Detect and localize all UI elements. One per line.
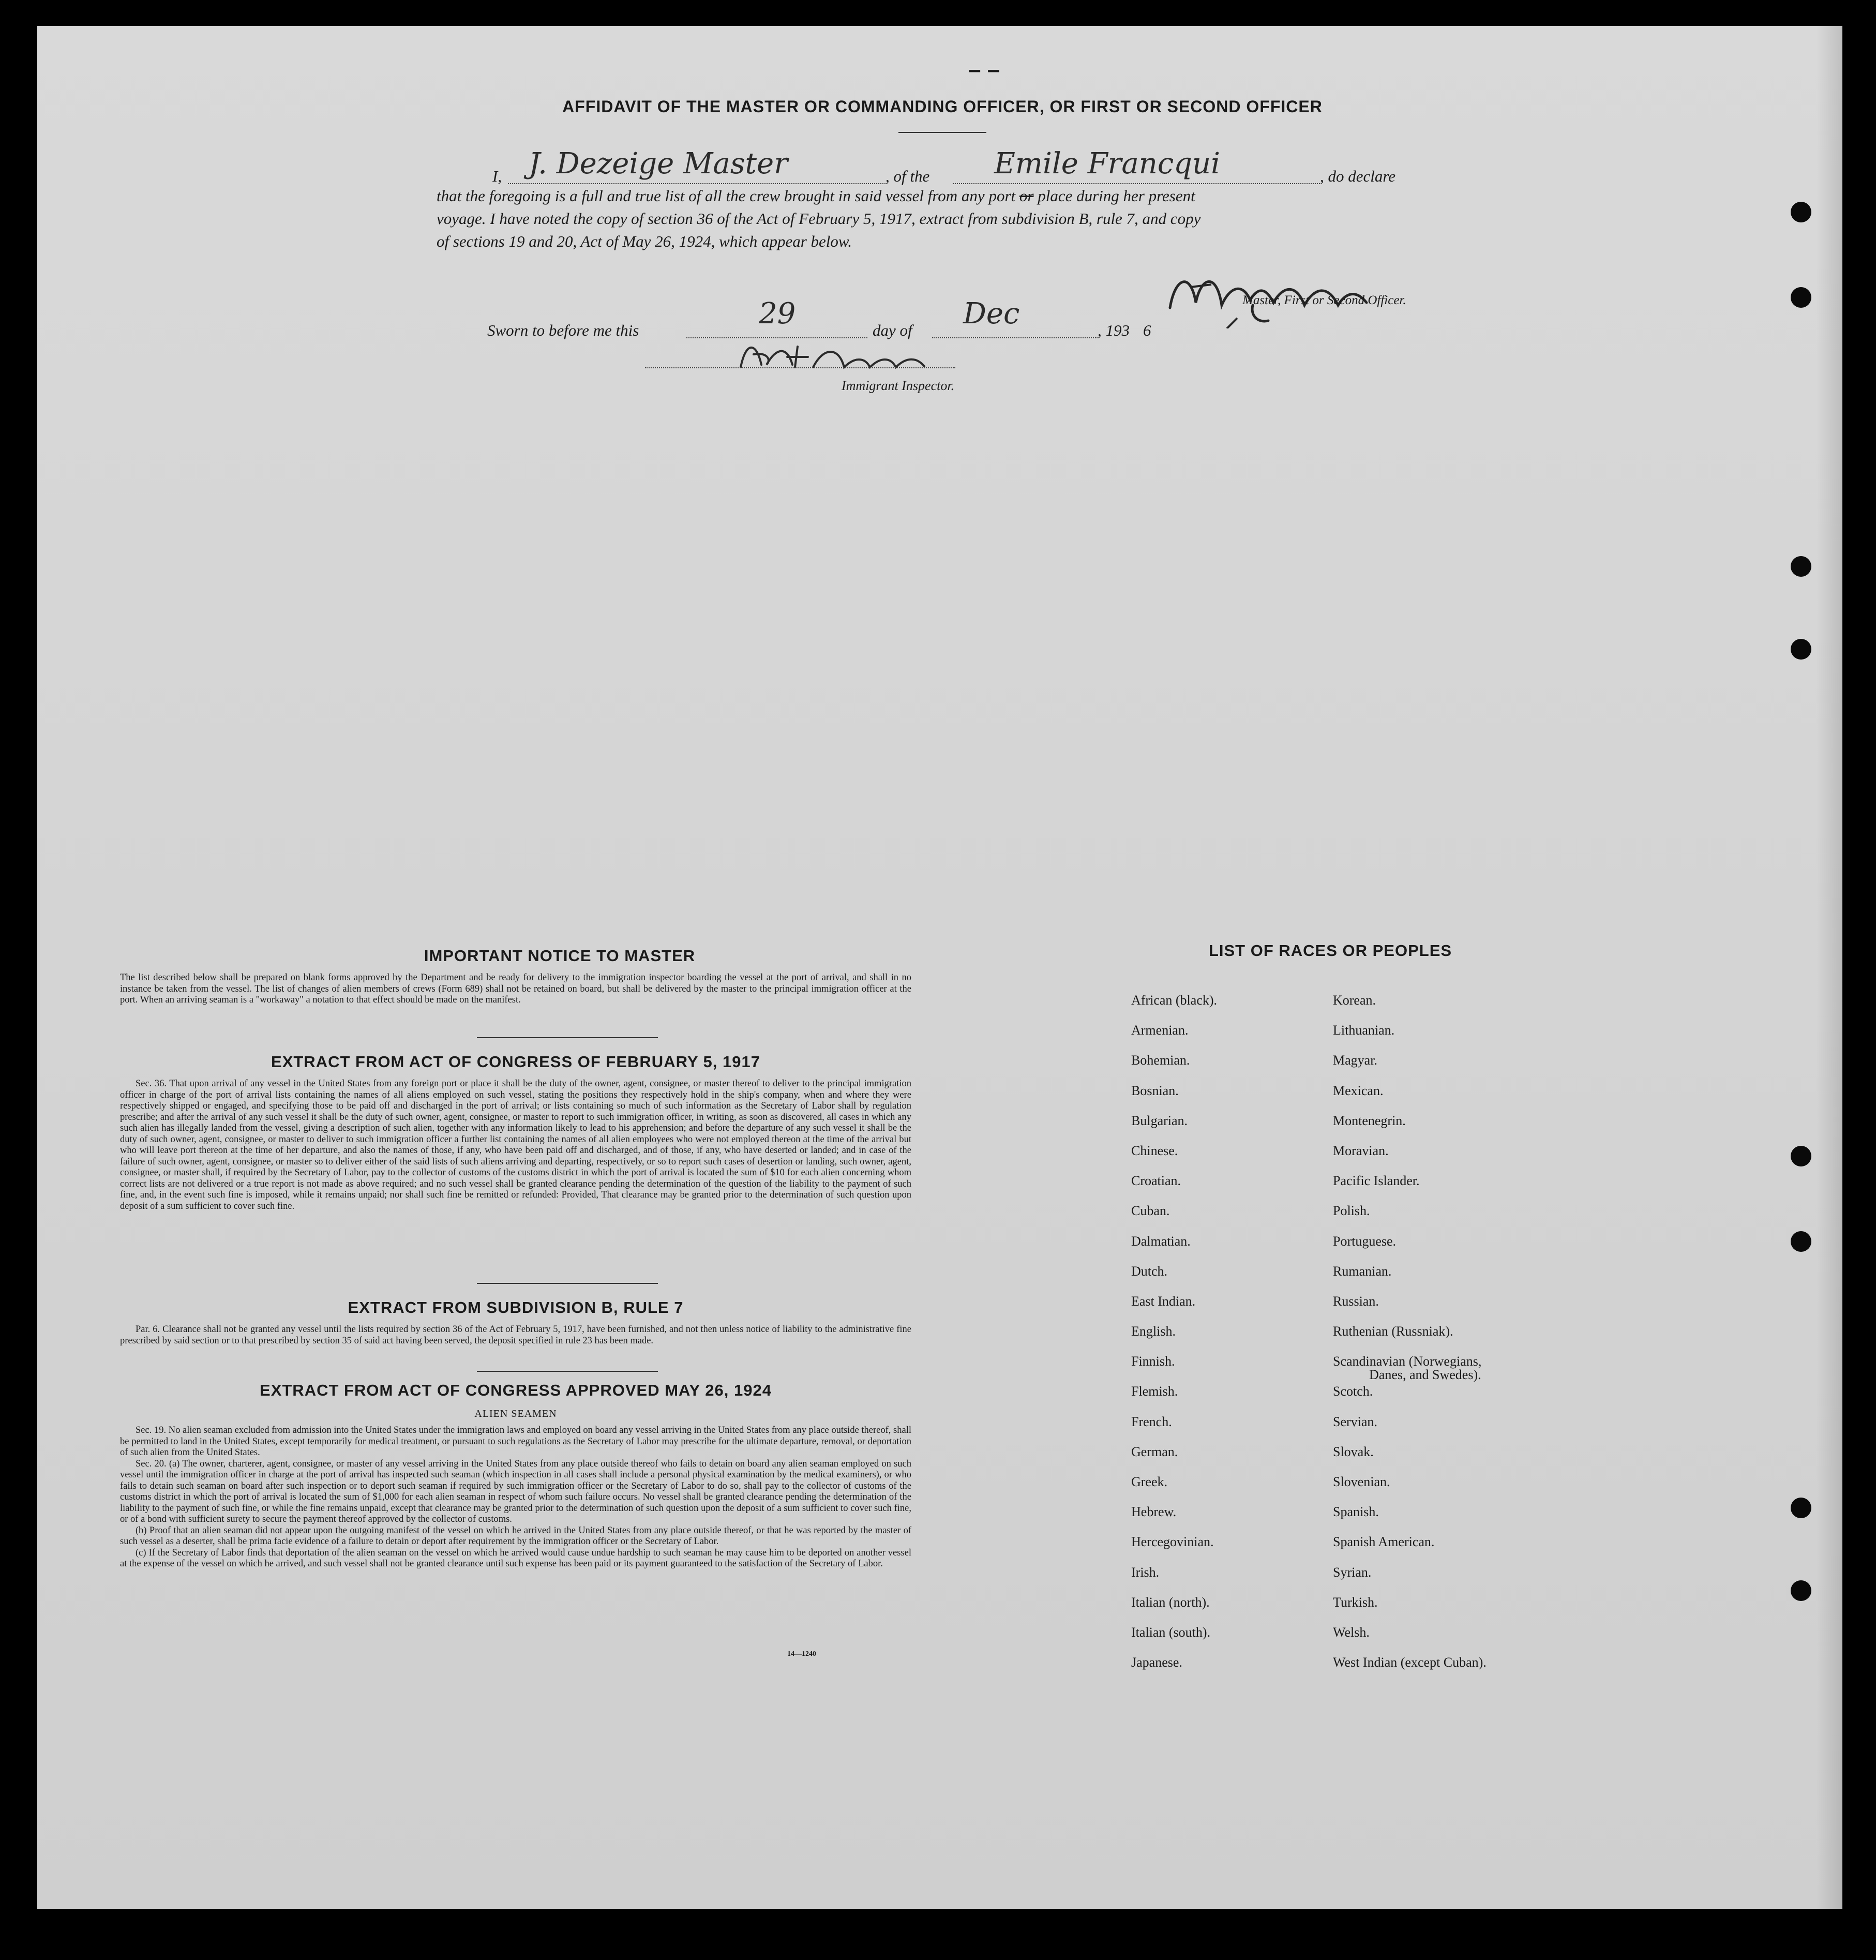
inspector-title: Immigrant Inspector. bbox=[842, 378, 955, 393]
header-dash: – – bbox=[968, 57, 1000, 82]
affidavit-i: I, bbox=[492, 167, 502, 185]
race-item: Croatian. bbox=[1131, 1173, 1181, 1189]
notice-body: The list described below shall be prepared on blank forms approved by the Department and be ready for delivery to the immigration inspector boarding the vessel at the port of arrival, and shall in no instance be taken from the vessel. The list of changes of alien members of crews (Form 689) shall not be retained on board, but shall be delivered by the master to the principal immigration officer at the port. When an arriving seaman is a "workaway" a notation to that effect should be made on the manifest. bbox=[120, 972, 911, 1005]
race-item: Hebrew. bbox=[1131, 1504, 1177, 1520]
year-prefix: , 193 bbox=[1098, 321, 1130, 339]
day-of: day of bbox=[873, 321, 912, 339]
sec-19: Sec. 19. No alien seaman excluded from admission into the United States under the immigration laws and employed on board any vessel arriving in the United States from any place outside thereof, shall be permitted to land in the United States, except temporarily for medical treatment, or pursuant to such regulations as the Secretary of Labor may prescribe for the ultimate departure, removal, or deportation of such alien from the United States. bbox=[120, 1425, 911, 1458]
inspector-line bbox=[645, 367, 955, 368]
race-item: Portuguese. bbox=[1333, 1233, 1397, 1249]
race-item: West Indian (except Cuban). bbox=[1333, 1655, 1487, 1670]
races-left-column bbox=[1131, 985, 1217, 1678]
race-item: African (black). bbox=[1131, 993, 1218, 1008]
notice-title: IMPORTANT NOTICE TO MASTER bbox=[424, 947, 696, 965]
race-item: Finnish. bbox=[1131, 1354, 1175, 1369]
race-item bbox=[1333, 1346, 1487, 1383]
race-item: Slovenian. bbox=[1333, 1474, 1390, 1489]
race-item: Welsh. bbox=[1333, 1624, 1370, 1640]
punch-hole bbox=[1791, 1498, 1811, 1518]
race-item: Bohemian. bbox=[1131, 1053, 1190, 1068]
race-item: Irish. bbox=[1131, 1564, 1160, 1580]
race-item: Polish. bbox=[1333, 1203, 1370, 1219]
document-page bbox=[37, 26, 1842, 1909]
race-item: Servian. bbox=[1333, 1414, 1377, 1429]
affidavit-do-declare: , do declare bbox=[1320, 167, 1396, 185]
race-item: Pacific Islander. bbox=[1333, 1173, 1420, 1189]
affidavit-text: full and true list of all the crew brought in said vessel from any port bbox=[577, 187, 1019, 205]
race-item: Rumanian. bbox=[1333, 1263, 1392, 1279]
race-item: Armenian. bbox=[1131, 1023, 1189, 1038]
master-name-handwritten: J. Dezeige Master bbox=[529, 147, 788, 181]
race-item: Magyar. bbox=[1333, 1053, 1377, 1068]
affidavit-line-3: voyage. I have noted the copy of section 36 of the Act of February 5, 1917, extract from subdivision B, rule 7, and copy bbox=[437, 210, 1201, 228]
races-right-column bbox=[1333, 985, 1487, 1678]
race-item: Mexican. bbox=[1333, 1083, 1384, 1098]
rule-7-rule bbox=[477, 1371, 658, 1372]
sec-20a: Sec. 20. (a) The owner, charterer, agent, consignee, or master of any vessel arriving in the United States from any place outside thereof who fails to detain on board any alien seaman employed on such vessel until the immigration officer in charge at the port of arrival has inspected such seaman (which inspection in all cases shall include a personal physical examination by the medical examiners), or who fails to detain such seaman on board after such inspection or to deport such seaman if required by such immigration officer or the Secretary of Labor to do so, shall pay to the collector of customs of the customs district in which the port of arrival is located the sum of $1,000 for each alien seaman in respect of whom such failure occurs. No vessel shall be granted clearance pending the determination of the liability to the payment of such fine, or while the fine remains unpaid, except that clearance may be granted prior to the determination of such question upon the deposit of a sum sufficient to cover such fine, or of a bond with sufficient surety to secure the payment thereof approved by the collector of customs. bbox=[120, 1458, 911, 1524]
race-item: Turkish. bbox=[1333, 1594, 1378, 1610]
sworn-prefix: Sworn to before me this bbox=[487, 321, 639, 339]
race-item: Japanese. bbox=[1131, 1655, 1182, 1670]
race-item: Russian. bbox=[1333, 1293, 1379, 1309]
race-item: Montenegrin. bbox=[1333, 1113, 1406, 1128]
race-item: German. bbox=[1131, 1444, 1178, 1459]
affidavit-line-2 bbox=[437, 185, 1419, 207]
race-item: Moravian. bbox=[1333, 1143, 1389, 1158]
extract-1917-rule bbox=[477, 1283, 658, 1284]
affidavit-title: AFFIDAVIT OF THE MASTER OR COMMANDING OFFICER, OR FIRST OR SECOND OFFICER bbox=[562, 97, 1323, 116]
rule-7-body: Par. 6. Clearance shall not be granted any vessel until the lists required by section 36 of the Act of February 5, 1917, have been furnished, and not then unless notice of liability to the administrative fine prescribed by said section or to that prescribed by section 35 of said act having been served, the deposit specified in rule 23 has been made. bbox=[120, 1324, 911, 1346]
race-item: Syrian. bbox=[1333, 1564, 1372, 1580]
race-item-line1: Scandinavian (Norwegians, bbox=[1333, 1354, 1482, 1369]
race-item: Greek. bbox=[1131, 1474, 1168, 1489]
punch-hole bbox=[1791, 287, 1811, 308]
extract-1924-subtitle: ALIEN SEAMEN bbox=[474, 1408, 557, 1419]
race-item: Dutch. bbox=[1131, 1263, 1168, 1279]
race-item: Bulgarian. bbox=[1131, 1113, 1188, 1128]
affidavit-of-the: , of the bbox=[886, 167, 930, 185]
affidavit-text: or bbox=[1019, 187, 1034, 205]
race-item: Bosnian. bbox=[1131, 1083, 1179, 1098]
extract-1924-title: EXTRACT FROM ACT OF CONGRESS APPROVED MAY 26, 1924 bbox=[260, 1381, 772, 1399]
punch-hole bbox=[1791, 639, 1811, 660]
race-item: Scotch. bbox=[1333, 1384, 1373, 1399]
race-item: Spanish. bbox=[1333, 1504, 1379, 1520]
races-title: LIST OF RACES OR PEOPLES bbox=[1208, 941, 1452, 960]
race-item: Hercegovinian. bbox=[1131, 1534, 1214, 1550]
race-item: Cuban. bbox=[1131, 1203, 1170, 1219]
race-item: Italian (south). bbox=[1131, 1624, 1211, 1640]
master-name-line bbox=[508, 183, 886, 184]
month-handwritten: Dec bbox=[963, 297, 1020, 331]
race-item: Spanish American. bbox=[1333, 1534, 1435, 1550]
race-item: Slovak. bbox=[1333, 1444, 1374, 1459]
vessel-name-handwritten: Emile Francqui bbox=[994, 147, 1221, 181]
race-item-line2: Danes, and Swedes). bbox=[1369, 1367, 1481, 1383]
rule-7-title: EXTRACT FROM SUBDIVISION B, RULE 7 bbox=[348, 1298, 684, 1316]
extract-1924-body bbox=[120, 1425, 911, 1570]
affidavit-text: that the foregoing is a bbox=[437, 187, 578, 205]
race-item: Korean. bbox=[1333, 993, 1376, 1008]
sec-20b: (b) Proof that an alien seaman did not appear upon the outgoing manifest of the vessel on which he arrived in the United States from any place outside thereof, or that he was reported by the master of such vessel as a deserter, shall be prima facie evidence of a failure to detain or deport after requirement by the immigration officer or the Secretary of Labor. bbox=[120, 1525, 911, 1547]
punch-hole bbox=[1791, 1231, 1811, 1252]
punch-hole bbox=[1791, 202, 1811, 222]
race-item: Lithuanian. bbox=[1333, 1023, 1395, 1038]
notice-rule bbox=[477, 1037, 658, 1038]
page-fold bbox=[1817, 26, 1842, 1909]
extract-1917-title: EXTRACT FROM ACT OF CONGRESS OF FEBRUARY 5, 1917 bbox=[271, 1053, 760, 1071]
affidavit-text: place during her present bbox=[1033, 187, 1195, 205]
race-item: Dalmatian. bbox=[1131, 1233, 1191, 1249]
title-rule bbox=[898, 132, 986, 133]
day-handwritten: 29 bbox=[759, 297, 796, 331]
race-item: Flemish. bbox=[1131, 1384, 1178, 1399]
race-item: Ruthenian (Russniak). bbox=[1333, 1324, 1453, 1339]
month-line bbox=[932, 337, 1098, 338]
form-number: 14—1240 bbox=[787, 1650, 816, 1658]
race-item: Italian (north). bbox=[1131, 1594, 1210, 1610]
punch-hole bbox=[1791, 556, 1811, 577]
punch-hole bbox=[1791, 1146, 1811, 1166]
race-item: English. bbox=[1131, 1324, 1176, 1339]
extract-1917-body: Sec. 36. That upon arrival of any vessel in the United States from any foreign port or place it shall be the duty of the owner, agent, consignee, or master thereof to deliver to the principal immigration officer in charge of the port of arrival lists containing the names of all aliens employed on such vessel, stating the positions they respectively hold in the ship's company, when and where they were respectively shipped or engaged, and specifying those to be paid off and discharged in the port of arrival; or lists containing so much of such information as the Secretary of Labor shall by regulation prescribe; and after the arrival of any such vessel it shall be the duty of such owner, agent, consignee, or master to report to such immigration officer, in writing, as soon as discovered, all cases in which any such alien has illegally landed from the vessel, giving a description of such alien, together with any information likely to lead to his apprehension; and before the departure of any such vessel it shall be the duty of such owner, agent, consignee, or master to deliver to such immigration officer a further list containing the names of all alien employees who were not employed thereon at the time of the arrival but who will leave port thereon at the time of her departure, and also the names of those, if any, who have been paid off and discharged, and of those, if any, who have deserted or landed; and in case of the failure of such owner, agent, consignee, or master so to deliver either of the said lists of such aliens arriving and departing, respectively, or so to report such cases of desertion or landing, such owner, agent, consignee, or master shall, if required by the Secretary of Labor, pay to the collector of customs of the customs district in which the port of arrival is located the sum of $10 for each alien concerning whom correct lists are not delivered or a true report is not made as above required; and no such vessel shall be granted clearance pending the determination of the question of the liability to the payment of such fine, and, in the event such fine is imposed, while it remains unpaid; nor shall such fine be remitted or refunded: Provided, That clearance may be granted prior to the determination of such question upon deposit of a sum sufficient to cover such fine. bbox=[120, 1079, 911, 1211]
affidavit-line-4: of sections 19 and 20, Act of May 26, 1924, which appear below. bbox=[437, 232, 852, 250]
year-handwritten: 6 bbox=[1143, 321, 1151, 339]
punch-hole bbox=[1791, 1580, 1811, 1601]
sec-20c: (c) If the Secretary of Labor finds that deportation of the alien seaman on the vessel on which he arrived would cause undue hardship to such seaman he may cause him to be deported on another vessel at the expense of the vessel on which he arrived, and such vessel shall not be granted clearance until such expense has been paid or its payment guaranteed to the satisfaction of the Secretary of Labor. bbox=[120, 1547, 911, 1569]
race-item: French. bbox=[1131, 1414, 1172, 1429]
vessel-name-line bbox=[953, 183, 1320, 184]
race-item: East Indian. bbox=[1131, 1293, 1196, 1309]
race-item: Chinese. bbox=[1131, 1143, 1178, 1158]
master-signature-role: Master, First or Second Officer. bbox=[1242, 293, 1406, 307]
